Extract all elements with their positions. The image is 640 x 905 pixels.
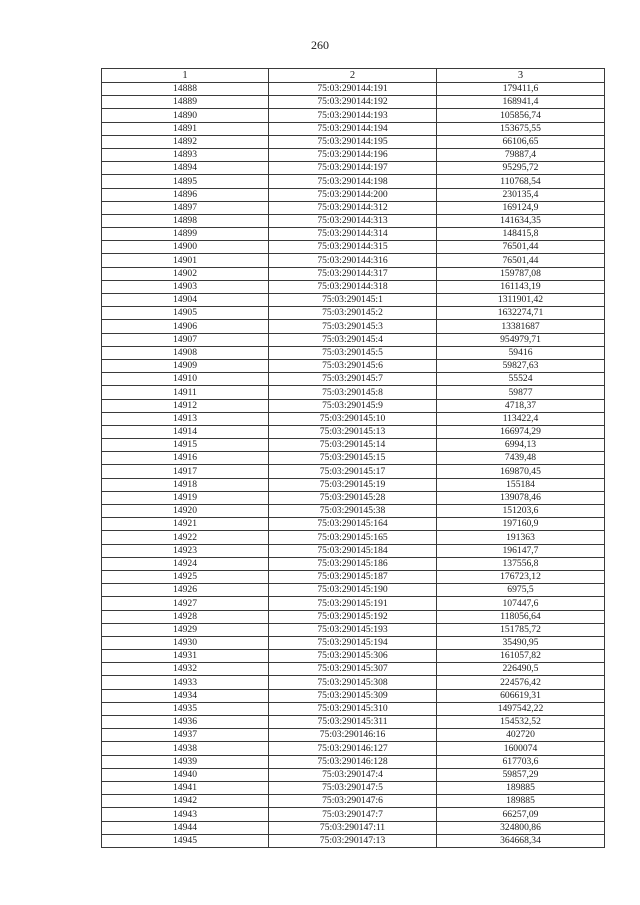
cadastral-number-cell: 75:03:290144:316 xyxy=(269,254,437,267)
row-number-cell: 14910 xyxy=(102,373,269,386)
table-row xyxy=(102,702,605,715)
value-cell: 617703,6 xyxy=(437,755,605,768)
table-row xyxy=(102,676,605,689)
cadastral-number-cell: 75:03:290145:10 xyxy=(269,412,437,425)
row-number-cell: 14915 xyxy=(102,439,269,452)
cadastral-number-cell: 75:03:290145:15 xyxy=(269,452,437,465)
value-cell: 154532,52 xyxy=(437,716,605,729)
row-number-cell: 14936 xyxy=(102,716,269,729)
row-number-cell: 14914 xyxy=(102,425,269,438)
cadastral-number-cell: 75:03:290145:9 xyxy=(269,399,437,412)
row-number-cell: 14889 xyxy=(102,96,269,109)
row-number-cell: 14908 xyxy=(102,346,269,359)
value-cell: 79887,4 xyxy=(437,148,605,161)
row-number-cell: 14928 xyxy=(102,610,269,623)
table-row xyxy=(102,544,605,557)
row-number-cell: 14943 xyxy=(102,808,269,821)
value-cell: 151203,6 xyxy=(437,505,605,518)
value-cell: 151785,72 xyxy=(437,623,605,636)
cadastral-number-cell: 75:03:290144:312 xyxy=(269,201,437,214)
cadastral-number-cell: 75:03:290146:127 xyxy=(269,742,437,755)
value-cell: 226490,5 xyxy=(437,663,605,676)
cadastral-number-cell: 75:03:290144:198 xyxy=(269,175,437,188)
table-row xyxy=(102,716,605,729)
value-cell: 95295,72 xyxy=(437,162,605,175)
value-cell: 6994,13 xyxy=(437,439,605,452)
row-number-cell: 14924 xyxy=(102,557,269,570)
table-row xyxy=(102,781,605,794)
cadastral-number-cell: 75:03:290145:309 xyxy=(269,689,437,702)
value-cell: 1600074 xyxy=(437,742,605,755)
table-row xyxy=(102,465,605,478)
table-row xyxy=(102,359,605,372)
row-number-cell: 14945 xyxy=(102,834,269,847)
value-cell: 324800,86 xyxy=(437,821,605,834)
value-cell: 35490,95 xyxy=(437,636,605,649)
table-row xyxy=(102,122,605,135)
cadastral-number-cell: 75:03:290145:193 xyxy=(269,623,437,636)
cadastral-number-cell: 75:03:290144:317 xyxy=(269,267,437,280)
cadastral-number-cell: 75:03:290144:196 xyxy=(269,148,437,161)
value-cell: 107447,6 xyxy=(437,597,605,610)
row-number-cell: 14937 xyxy=(102,729,269,742)
cadastral-number-cell: 75:03:290145:19 xyxy=(269,478,437,491)
row-number-cell: 14932 xyxy=(102,663,269,676)
table-row xyxy=(102,439,605,452)
value-cell: 59827,63 xyxy=(437,359,605,372)
cadastral-number-cell: 75:03:290145:306 xyxy=(269,650,437,663)
cadastral-number-cell: 75:03:290147:7 xyxy=(269,808,437,821)
value-cell: 169870,45 xyxy=(437,465,605,478)
table-row xyxy=(102,650,605,663)
cadastral-number-cell: 75:03:290145:6 xyxy=(269,359,437,372)
row-number-cell: 14911 xyxy=(102,386,269,399)
cadastral-number-cell: 75:03:290144:315 xyxy=(269,241,437,254)
row-number-cell: 14909 xyxy=(102,359,269,372)
value-cell: 166974,29 xyxy=(437,425,605,438)
row-number-cell: 14944 xyxy=(102,821,269,834)
row-number-cell: 14901 xyxy=(102,254,269,267)
row-number-cell: 14931 xyxy=(102,650,269,663)
table-row xyxy=(102,834,605,847)
table-row xyxy=(102,214,605,227)
cadastral-number-cell: 75:03:290145:311 xyxy=(269,716,437,729)
row-number-cell: 14894 xyxy=(102,162,269,175)
cadastral-number-cell: 75:03:290144:318 xyxy=(269,280,437,293)
cadastral-number-cell: 75:03:290144:197 xyxy=(269,162,437,175)
table-row xyxy=(102,254,605,267)
value-cell: 55524 xyxy=(437,373,605,386)
table-row xyxy=(102,505,605,518)
table-row xyxy=(102,518,605,531)
row-number-cell: 14922 xyxy=(102,531,269,544)
table-row xyxy=(102,241,605,254)
row-number-cell: 14907 xyxy=(102,333,269,346)
page-number: 260 xyxy=(311,38,329,52)
table-row xyxy=(102,663,605,676)
table-row xyxy=(102,109,605,122)
row-number-cell: 14895 xyxy=(102,175,269,188)
cadastral-number-cell: 75:03:290145:194 xyxy=(269,636,437,649)
row-number-cell: 14927 xyxy=(102,597,269,610)
table-row xyxy=(102,584,605,597)
value-cell: 1311901,42 xyxy=(437,294,605,307)
table-body xyxy=(102,83,605,848)
table-row xyxy=(102,386,605,399)
row-number-cell: 14891 xyxy=(102,122,269,135)
table-row xyxy=(102,280,605,293)
table-row xyxy=(102,623,605,636)
table-row xyxy=(102,228,605,241)
cadastral-number-cell: 75:03:290145:187 xyxy=(269,570,437,583)
cadastral-number-cell: 75:03:290145:8 xyxy=(269,386,437,399)
table-row xyxy=(102,729,605,742)
cadastral-number-cell: 75:03:290146:128 xyxy=(269,755,437,768)
cadastral-number-cell: 75:03:290145:310 xyxy=(269,702,437,715)
table-row xyxy=(102,175,605,188)
table-row xyxy=(102,597,605,610)
value-cell: 141634,35 xyxy=(437,214,605,227)
row-number-cell: 14918 xyxy=(102,478,269,491)
value-cell: 1497542,22 xyxy=(437,702,605,715)
table-row xyxy=(102,452,605,465)
cadastral-number-cell: 75:03:290146:16 xyxy=(269,729,437,742)
table-row xyxy=(102,399,605,412)
value-cell: 191363 xyxy=(437,531,605,544)
row-number-cell: 14906 xyxy=(102,320,269,333)
value-cell: 954979,71 xyxy=(437,333,605,346)
cadastral-number-cell: 75:03:290145:186 xyxy=(269,557,437,570)
row-number-cell: 14892 xyxy=(102,135,269,148)
row-number-cell: 14925 xyxy=(102,570,269,583)
cadastral-number-cell: 75:03:290145:5 xyxy=(269,346,437,359)
row-number-cell: 14930 xyxy=(102,636,269,649)
cadastral-number-cell: 75:03:290145:308 xyxy=(269,676,437,689)
row-number-cell: 14929 xyxy=(102,623,269,636)
cadastral-number-cell: 75:03:290144:191 xyxy=(269,83,437,96)
row-number-cell: 14898 xyxy=(102,214,269,227)
cadastral-number-cell: 75:03:290145:164 xyxy=(269,518,437,531)
table-row xyxy=(102,412,605,425)
value-cell: 4718,37 xyxy=(437,399,605,412)
table-row xyxy=(102,346,605,359)
cadastral-number-cell: 75:03:290145:4 xyxy=(269,333,437,346)
table-row xyxy=(102,135,605,148)
value-cell: 118056,64 xyxy=(437,610,605,623)
row-number-cell: 14912 xyxy=(102,399,269,412)
row-number-cell: 14902 xyxy=(102,267,269,280)
row-number-cell: 14920 xyxy=(102,505,269,518)
table-row xyxy=(102,201,605,214)
table-row xyxy=(102,188,605,201)
cadastral-number-cell: 75:03:290145:28 xyxy=(269,491,437,504)
value-cell: 179411,6 xyxy=(437,83,605,96)
table-row xyxy=(102,636,605,649)
row-number-cell: 14942 xyxy=(102,795,269,808)
table-row xyxy=(102,742,605,755)
cadastral-number-cell: 75:03:290145:184 xyxy=(269,544,437,557)
table-row xyxy=(102,689,605,702)
value-cell: 224576,42 xyxy=(437,676,605,689)
table-row xyxy=(102,768,605,781)
row-number-cell: 14916 xyxy=(102,452,269,465)
value-cell: 139078,46 xyxy=(437,491,605,504)
row-number-cell: 14939 xyxy=(102,755,269,768)
cadastral-number-cell: 75:03:290145:17 xyxy=(269,465,437,478)
table-row xyxy=(102,333,605,346)
value-cell: 168941,4 xyxy=(437,96,605,109)
row-number-cell: 14893 xyxy=(102,148,269,161)
table-row xyxy=(102,808,605,821)
value-cell: 402720 xyxy=(437,729,605,742)
row-number-cell: 14935 xyxy=(102,702,269,715)
value-cell: 148415,8 xyxy=(437,228,605,241)
cadastral-number-cell: 75:03:290144:313 xyxy=(269,214,437,227)
table-row xyxy=(102,478,605,491)
value-cell: 364668,34 xyxy=(437,834,605,847)
cadastral-number-cell: 75:03:290145:192 xyxy=(269,610,437,623)
table-row xyxy=(102,267,605,280)
table-row xyxy=(102,96,605,109)
row-number-cell: 14940 xyxy=(102,768,269,781)
row-number-cell: 14913 xyxy=(102,412,269,425)
table-row xyxy=(102,320,605,333)
value-cell: 606619,31 xyxy=(437,689,605,702)
cadastral-number-cell: 75:03:290147:5 xyxy=(269,781,437,794)
cadastral-number-cell: 75:03:290145:14 xyxy=(269,439,437,452)
table-row xyxy=(102,425,605,438)
value-cell: 7439,48 xyxy=(437,452,605,465)
value-cell: 1632274,71 xyxy=(437,307,605,320)
value-cell: 6975,5 xyxy=(437,584,605,597)
value-cell: 66106,65 xyxy=(437,135,605,148)
row-number-cell: 14938 xyxy=(102,742,269,755)
table-row xyxy=(102,557,605,570)
cadastral-number-cell: 75:03:290144:192 xyxy=(269,96,437,109)
value-cell: 197160,9 xyxy=(437,518,605,531)
cadastral-number-cell: 75:03:290144:195 xyxy=(269,135,437,148)
cadastral-number-cell: 75:03:290147:4 xyxy=(269,768,437,781)
value-cell: 66257,09 xyxy=(437,808,605,821)
table-row xyxy=(102,162,605,175)
row-number-cell: 14896 xyxy=(102,188,269,201)
column-header-1: 1 xyxy=(102,69,269,83)
cadastral-number-cell: 75:03:290144:314 xyxy=(269,228,437,241)
row-number-cell: 14921 xyxy=(102,518,269,531)
row-number-cell: 14904 xyxy=(102,294,269,307)
cadastral-number-cell: 75:03:290145:165 xyxy=(269,531,437,544)
table-row xyxy=(102,610,605,623)
row-number-cell: 14934 xyxy=(102,689,269,702)
table-row xyxy=(102,294,605,307)
cadastral-number-cell: 75:03:290145:3 xyxy=(269,320,437,333)
cadastral-number-cell: 75:03:290145:2 xyxy=(269,307,437,320)
cadastral-number-cell: 75:03:290144:194 xyxy=(269,122,437,135)
row-number-cell: 14888 xyxy=(102,83,269,96)
row-number-cell: 14900 xyxy=(102,241,269,254)
row-number-cell: 14890 xyxy=(102,109,269,122)
cadastral-number-cell: 75:03:290145:190 xyxy=(269,584,437,597)
value-cell: 189885 xyxy=(437,781,605,794)
table-row xyxy=(102,531,605,544)
column-header-3: 3 xyxy=(437,69,605,83)
row-number-cell: 14903 xyxy=(102,280,269,293)
row-number-cell: 14897 xyxy=(102,201,269,214)
table-row xyxy=(102,491,605,504)
row-number-cell: 14899 xyxy=(102,228,269,241)
table-row xyxy=(102,83,605,96)
value-cell: 161057,82 xyxy=(437,650,605,663)
value-cell: 76501,44 xyxy=(437,254,605,267)
cadastral-number-cell: 75:03:290147:13 xyxy=(269,834,437,847)
table-row xyxy=(102,795,605,808)
value-cell: 189885 xyxy=(437,795,605,808)
table-header-row xyxy=(102,69,605,83)
cadastral-number-cell: 75:03:290145:38 xyxy=(269,505,437,518)
value-cell: 161143,19 xyxy=(437,280,605,293)
cadastral-number-cell: 75:03:290144:193 xyxy=(269,109,437,122)
value-cell: 169124,9 xyxy=(437,201,605,214)
value-cell: 159787,08 xyxy=(437,267,605,280)
table-row xyxy=(102,755,605,768)
row-number-cell: 14919 xyxy=(102,491,269,504)
value-cell: 113422,4 xyxy=(437,412,605,425)
value-cell: 59857,29 xyxy=(437,768,605,781)
table-row xyxy=(102,821,605,834)
value-cell: 196147,7 xyxy=(437,544,605,557)
cadastral-number-cell: 75:03:290147:6 xyxy=(269,795,437,808)
cadastral-number-cell: 75:03:290145:7 xyxy=(269,373,437,386)
value-cell: 76501,44 xyxy=(437,241,605,254)
table-row xyxy=(102,148,605,161)
cadastral-number-cell: 75:03:290145:191 xyxy=(269,597,437,610)
cadastral-number-cell: 75:03:290147:11 xyxy=(269,821,437,834)
column-header-2: 2 xyxy=(269,69,437,83)
value-cell: 230135,4 xyxy=(437,188,605,201)
table-row xyxy=(102,373,605,386)
row-number-cell: 14941 xyxy=(102,781,269,794)
row-number-cell: 14926 xyxy=(102,584,269,597)
value-cell: 59877 xyxy=(437,386,605,399)
row-number-cell: 14923 xyxy=(102,544,269,557)
value-cell: 13381687 xyxy=(437,320,605,333)
table-row xyxy=(102,307,605,320)
cadastral-number-cell: 75:03:290145:307 xyxy=(269,663,437,676)
cadastral-number-cell: 75:03:290144:200 xyxy=(269,188,437,201)
value-cell: 155184 xyxy=(437,478,605,491)
table-row xyxy=(102,570,605,583)
row-number-cell: 14933 xyxy=(102,676,269,689)
cadastral-number-cell: 75:03:290145:1 xyxy=(269,294,437,307)
value-cell: 59416 xyxy=(437,346,605,359)
cadastral-number-cell: 75:03:290145:13 xyxy=(269,425,437,438)
value-cell: 137556,8 xyxy=(437,557,605,570)
value-cell: 153675,55 xyxy=(437,122,605,135)
value-cell: 110768,54 xyxy=(437,175,605,188)
row-number-cell: 14917 xyxy=(102,465,269,478)
row-number-cell: 14905 xyxy=(102,307,269,320)
cadastral-table xyxy=(101,68,605,848)
value-cell: 176723,12 xyxy=(437,570,605,583)
value-cell: 105856,74 xyxy=(437,109,605,122)
